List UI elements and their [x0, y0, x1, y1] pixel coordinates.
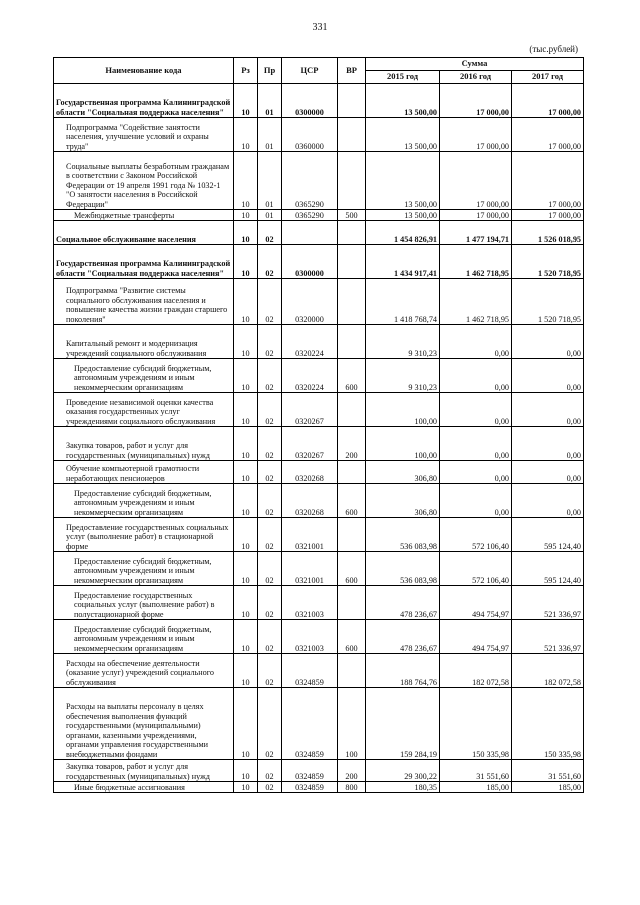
row-csr: 0320267: [282, 393, 338, 427]
row-rz: 10: [234, 245, 258, 279]
header-csr: ЦСР: [282, 58, 338, 84]
row-name: Государственная программа Калининградской области "Социальная поддержка населения": [54, 245, 234, 279]
row-csr: 0321001: [282, 552, 338, 586]
row-pr: 02: [258, 782, 282, 793]
row-sum-2017: 1 520 718,95: [512, 279, 584, 325]
row-csr: 0321003: [282, 620, 338, 654]
row-sum-2015: 100,00: [366, 393, 440, 427]
row-sum-2016: 572 106,40: [440, 552, 512, 586]
row-name: Иные бюджетные ассигнования: [54, 782, 234, 793]
table-row: [54, 760, 584, 782]
header-2015: 2015 год: [366, 71, 440, 84]
row-sum-2016: 0,00: [440, 393, 512, 427]
row-sum-2017: 0,00: [512, 393, 584, 427]
row-pr: 02: [258, 221, 282, 245]
row-sum-2015: 13 500,00: [366, 84, 440, 118]
table-row: [54, 620, 584, 654]
row-name: Проведение независимой оценки качества оказания государственных услуг учреждениями социального обслуживания: [54, 393, 234, 427]
row-rz: 10: [234, 393, 258, 427]
row-rz: 10: [234, 427, 258, 461]
row-sum-2016: 0,00: [440, 359, 512, 393]
row-rz: 10: [234, 325, 258, 359]
row-sum-2017: 0,00: [512, 325, 584, 359]
row-sum-2017: 1 526 018,95: [512, 221, 584, 245]
row-name: Обучение компьютерной грамотности неработающих пенсионеров: [54, 461, 234, 484]
row-name: Расходы на обеспечение деятельности (оказание услуг) учреждений социального обслуживания: [54, 654, 234, 688]
row-sum-2016: 494 754,97: [440, 586, 512, 620]
table-row: [54, 245, 584, 279]
row-sum-2015: 9 310,23: [366, 359, 440, 393]
row-name: Предоставление субсидий бюджетным, автономным учреждениям и иным некоммерческим организациям: [54, 484, 234, 518]
row-name: Предоставление государственных социальных услуг (выполнение работ) в полустационарной форме: [54, 586, 234, 620]
row-sum-2015: 180,35: [366, 782, 440, 793]
row-sum-2016: 17 000,00: [440, 152, 512, 210]
row-name: Государственная программа Калининградской области "Социальная поддержка населения": [54, 84, 234, 118]
row-vr: [338, 461, 366, 484]
row-vr: [338, 518, 366, 552]
row-sum-2015: 1 454 826,91: [366, 221, 440, 245]
row-vr: 200: [338, 427, 366, 461]
row-sum-2015: 536 083,98: [366, 518, 440, 552]
row-vr: [338, 84, 366, 118]
row-rz: 10: [234, 688, 258, 760]
row-sum-2015: 13 500,00: [366, 210, 440, 221]
row-sum-2016: 572 106,40: [440, 518, 512, 552]
row-pr: 02: [258, 325, 282, 359]
row-sum-2017: 17 000,00: [512, 84, 584, 118]
row-vr: 800: [338, 782, 366, 793]
row-rz: 10: [234, 760, 258, 782]
row-csr: 0324859: [282, 782, 338, 793]
row-rz: 10: [234, 359, 258, 393]
row-name: Расходы на выплаты персоналу в целях обеспечения выполнения функций государственными (муниципальными) органами, казенными учреждениями, органами управления государственными внебюджетными фондами: [54, 688, 234, 760]
table-row: [54, 118, 584, 152]
row-csr: 0320267: [282, 427, 338, 461]
row-name: Социальные выплаты безработным гражданам в соответствии с Законом Российской Федерации от 19 апреля 1991 года № 1032-1 "О занятости населения в Российской Федерации": [54, 152, 234, 210]
row-sum-2015: 29 300,22: [366, 760, 440, 782]
row-vr: 100: [338, 688, 366, 760]
row-vr: 600: [338, 359, 366, 393]
row-vr: [338, 586, 366, 620]
row-sum-2016: 0,00: [440, 461, 512, 484]
row-sum-2015: 478 236,67: [366, 586, 440, 620]
units-label: (тыс.рублей): [529, 44, 578, 54]
row-vr: [338, 118, 366, 152]
row-name: Подпрограмма "Содействие занятости населения, улучшение условий и охраны труда": [54, 118, 234, 152]
row-pr: 02: [258, 461, 282, 484]
row-vr: [338, 325, 366, 359]
row-csr: 0324859: [282, 688, 338, 760]
table-row: [54, 427, 584, 461]
table-row: [54, 152, 584, 210]
row-sum-2017: 0,00: [512, 484, 584, 518]
row-csr: 0321003: [282, 586, 338, 620]
row-pr: 01: [258, 210, 282, 221]
row-csr: 0320224: [282, 325, 338, 359]
row-name: Социальное обслуживание населения: [54, 221, 234, 245]
table-row: [54, 518, 584, 552]
row-sum-2017: 1 520 718,95: [512, 245, 584, 279]
row-rz: 10: [234, 118, 258, 152]
row-vr: [338, 152, 366, 210]
row-sum-2017: 185,00: [512, 782, 584, 793]
row-sum-2015: 478 236,67: [366, 620, 440, 654]
row-name: Закупка товаров, работ и услуг для государственных (муниципальных) нужд: [54, 760, 234, 782]
table-row: [54, 393, 584, 427]
row-sum-2016: 0,00: [440, 427, 512, 461]
row-sum-2017: 182 072,58: [512, 654, 584, 688]
table-row: [54, 461, 584, 484]
row-rz: 10: [234, 279, 258, 325]
header-sum: Сумма: [366, 58, 584, 71]
header-2017: 2017 год: [512, 71, 584, 84]
row-name: Предоставление государственных социальных услуг (выполнение работ) в стационарной форме: [54, 518, 234, 552]
row-sum-2017: 17 000,00: [512, 118, 584, 152]
row-csr: 0365290: [282, 152, 338, 210]
row-sum-2015: 536 083,98: [366, 552, 440, 586]
row-pr: 02: [258, 552, 282, 586]
row-name: Подпрограмма "Развитие системы социального обслуживания населения и повышение качества жизни граждан старшего поколения": [54, 279, 234, 325]
row-pr: 01: [258, 118, 282, 152]
row-vr: 200: [338, 760, 366, 782]
row-vr: [338, 393, 366, 427]
row-pr: 02: [258, 586, 282, 620]
row-sum-2017: 150 335,98: [512, 688, 584, 760]
budget-table: [53, 57, 584, 793]
row-name: Межбюджетные трансферты: [54, 210, 234, 221]
row-rz: 10: [234, 84, 258, 118]
row-sum-2017: 595 124,40: [512, 518, 584, 552]
row-name: Предоставление субсидий бюджетным, автономным учреждениям и иным некоммерческим организациям: [54, 359, 234, 393]
row-pr: 02: [258, 393, 282, 427]
row-sum-2016: 1 462 718,95: [440, 245, 512, 279]
row-pr: 02: [258, 427, 282, 461]
row-vr: [338, 221, 366, 245]
row-pr: 02: [258, 654, 282, 688]
row-sum-2016: 150 335,98: [440, 688, 512, 760]
header-vr: ВР: [338, 58, 366, 84]
row-vr: [338, 654, 366, 688]
row-rz: 10: [234, 210, 258, 221]
row-pr: 02: [258, 620, 282, 654]
row-rz: 10: [234, 552, 258, 586]
row-sum-2016: 182 072,58: [440, 654, 512, 688]
row-sum-2015: 1 434 917,41: [366, 245, 440, 279]
row-pr: 02: [258, 484, 282, 518]
row-sum-2015: 159 284,19: [366, 688, 440, 760]
row-sum-2015: 188 764,76: [366, 654, 440, 688]
row-csr: 0360000: [282, 118, 338, 152]
row-rz: 10: [234, 654, 258, 688]
row-sum-2017: 17 000,00: [512, 210, 584, 221]
row-name: Капитальный ремонт и модернизация учреждений социального обслуживания: [54, 325, 234, 359]
row-rz: 10: [234, 221, 258, 245]
table-row: [54, 84, 584, 118]
row-sum-2017: 0,00: [512, 359, 584, 393]
header-rz: Рз: [234, 58, 258, 84]
row-csr: 0320224: [282, 359, 338, 393]
row-vr: [338, 279, 366, 325]
row-sum-2016: 1 462 718,95: [440, 279, 512, 325]
row-sum-2015: 13 500,00: [366, 118, 440, 152]
row-vr: 600: [338, 620, 366, 654]
header-2016: 2016 год: [440, 71, 512, 84]
row-csr: [282, 221, 338, 245]
row-csr: 0324859: [282, 654, 338, 688]
row-sum-2016: 1 477 194,71: [440, 221, 512, 245]
row-csr: 0300000: [282, 84, 338, 118]
row-csr: 0320000: [282, 279, 338, 325]
row-rz: 10: [234, 152, 258, 210]
row-rz: 10: [234, 586, 258, 620]
row-sum-2016: 17 000,00: [440, 118, 512, 152]
row-rz: 10: [234, 620, 258, 654]
row-sum-2016: 185,00: [440, 782, 512, 793]
row-pr: 01: [258, 84, 282, 118]
row-rz: 10: [234, 518, 258, 552]
table-row: [54, 210, 584, 221]
row-sum-2016: 17 000,00: [440, 84, 512, 118]
row-vr: 600: [338, 552, 366, 586]
row-pr: 02: [258, 760, 282, 782]
row-sum-2015: 306,80: [366, 461, 440, 484]
table-row: [54, 586, 584, 620]
table-row: [54, 782, 584, 793]
row-sum-2017: 595 124,40: [512, 552, 584, 586]
row-sum-2017: 521 336,97: [512, 586, 584, 620]
row-vr: 500: [338, 210, 366, 221]
row-sum-2016: 494 754,97: [440, 620, 512, 654]
row-csr: 0320268: [282, 461, 338, 484]
row-sum-2016: 31 551,60: [440, 760, 512, 782]
row-csr: 0300000: [282, 245, 338, 279]
row-csr: 0324859: [282, 760, 338, 782]
row-name: Предоставление субсидий бюджетным, автономным учреждениям и иным некоммерческим организациям: [54, 552, 234, 586]
row-rz: 10: [234, 461, 258, 484]
row-name: Предоставление субсидий бюджетным, автономным учреждениям и иным некоммерческим организациям: [54, 620, 234, 654]
header-pr: Пр: [258, 58, 282, 84]
table-row: [54, 221, 584, 245]
row-sum-2017: 0,00: [512, 427, 584, 461]
row-sum-2017: 17 000,00: [512, 152, 584, 210]
row-sum-2017: 521 336,97: [512, 620, 584, 654]
header-name: Наименование кода: [54, 58, 234, 84]
row-csr: 0320268: [282, 484, 338, 518]
row-csr: 0321001: [282, 518, 338, 552]
table-row: [54, 484, 584, 518]
table-row: [54, 552, 584, 586]
row-sum-2015: 13 500,00: [366, 152, 440, 210]
row-sum-2016: 0,00: [440, 484, 512, 518]
row-sum-2017: 0,00: [512, 461, 584, 484]
row-pr: 02: [258, 359, 282, 393]
row-name: Закупка товаров, работ и услуг для государственных (муниципальных) нужд: [54, 427, 234, 461]
row-sum-2015: 1 418 768,74: [366, 279, 440, 325]
page-number: 331: [312, 22, 328, 33]
row-pr: 02: [258, 518, 282, 552]
row-sum-2016: 0,00: [440, 325, 512, 359]
table-row: [54, 688, 584, 760]
row-rz: 10: [234, 782, 258, 793]
row-rz: 10: [234, 484, 258, 518]
row-pr: 02: [258, 279, 282, 325]
row-pr: 02: [258, 245, 282, 279]
table-row: [54, 279, 584, 325]
row-csr: 0365290: [282, 210, 338, 221]
row-sum-2017: 31 551,60: [512, 760, 584, 782]
table-row: [54, 654, 584, 688]
row-sum-2015: 100,00: [366, 427, 440, 461]
row-sum-2015: 9 310,23: [366, 325, 440, 359]
table-row: [54, 359, 584, 393]
row-vr: [338, 245, 366, 279]
row-pr: 02: [258, 688, 282, 760]
row-pr: 01: [258, 152, 282, 210]
row-sum-2015: 306,80: [366, 484, 440, 518]
row-vr: 600: [338, 484, 366, 518]
row-sum-2016: 17 000,00: [440, 210, 512, 221]
table-row: [54, 325, 584, 359]
